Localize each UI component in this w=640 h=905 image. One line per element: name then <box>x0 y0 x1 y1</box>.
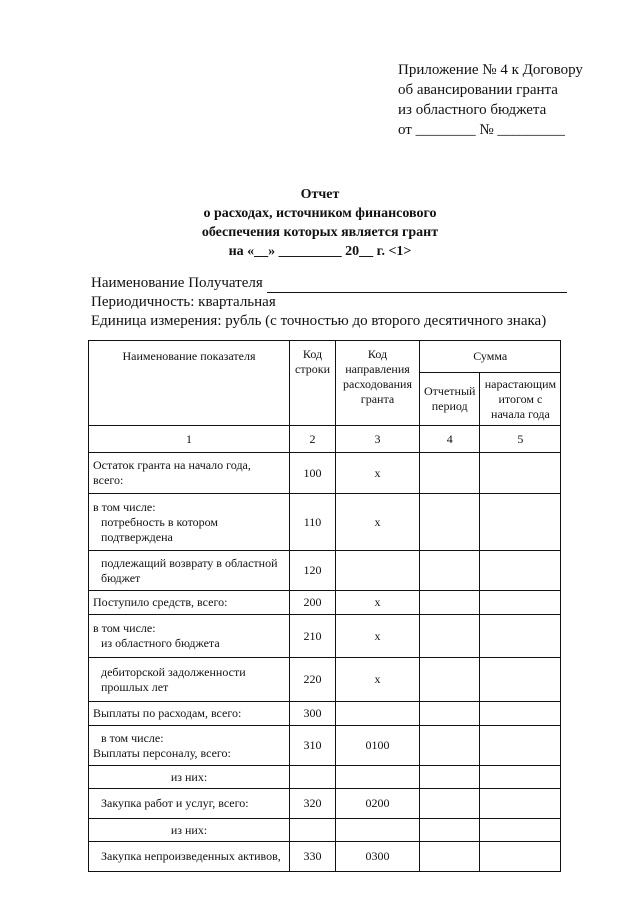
report-table <box>88 340 561 872</box>
row-code: 120 <box>290 551 336 591</box>
title-line-1: Отчет <box>300 187 340 202</box>
row-period-value[interactable] <box>420 453 480 494</box>
row-name-line: потребность в котором <box>101 514 219 529</box>
header-name: Наименование показателя <box>89 341 290 426</box>
row-name-line: Закупка непроизведенных активов, <box>101 849 281 863</box>
row-direction <box>336 702 420 726</box>
row-name <box>89 658 290 702</box>
row-name-line: в том числе: <box>93 621 156 635</box>
table-row <box>89 658 561 702</box>
header-cumulative: нарастающим итогом с начала года <box>480 373 561 426</box>
row-name <box>89 551 290 591</box>
row-direction <box>336 819 420 842</box>
row-name <box>89 702 290 726</box>
appendix-line-1: Приложение № 4 к Договору <box>398 62 583 78</box>
row-name <box>89 615 290 658</box>
row-name-line: из областного бюджета <box>101 636 220 650</box>
row-direction: 0200 <box>336 789 420 819</box>
row-code <box>290 819 336 842</box>
row-name <box>89 591 290 615</box>
row-name-line: Остаток гранта на начало года, <box>93 458 251 472</box>
row-name <box>89 789 290 819</box>
row-code <box>290 766 336 789</box>
row-code: 220 <box>290 658 336 702</box>
row-name-line: Закупка работ и услуг, всего: <box>101 796 249 810</box>
row-cumulative-value[interactable] <box>480 819 561 842</box>
row-code: 310 <box>290 726 336 766</box>
row-period-value[interactable] <box>420 658 480 702</box>
row-name-line: из них: <box>170 769 208 784</box>
row-name-line: прошлых лет <box>101 679 169 694</box>
col-num-4: 4 <box>420 426 480 453</box>
header-row-1 <box>89 341 561 373</box>
row-cumulative-value[interactable] <box>480 789 561 819</box>
header-period: Отчетный период <box>420 373 480 426</box>
row-name <box>89 453 290 494</box>
table-row <box>89 766 561 789</box>
row-direction: x <box>336 453 420 494</box>
header-direction: Код направления расходования гранта <box>336 341 420 426</box>
col-num-2: 2 <box>290 426 336 453</box>
header-code: Код строки <box>290 341 336 426</box>
row-name-line: бюджет <box>101 570 141 585</box>
row-code: 110 <box>290 494 336 551</box>
row-name-line: подлежащий возврату в областной <box>101 555 278 570</box>
row-direction: 0100 <box>336 726 420 766</box>
row-name-line: дебиторской задолженности <box>101 664 246 679</box>
row-cumulative-value[interactable] <box>480 615 561 658</box>
row-code: 300 <box>290 702 336 726</box>
row-code: 210 <box>290 615 336 658</box>
title-line-3: обеспечения которых является грант <box>201 225 439 240</box>
row-direction <box>336 766 420 789</box>
column-number-row <box>89 426 561 453</box>
table-row <box>89 615 561 658</box>
row-name-line: в том числе: <box>93 499 156 514</box>
row-name-line: из них: <box>170 822 208 837</box>
row-period-value[interactable] <box>420 766 480 789</box>
recipient-label: Наименование Получателя <box>91 275 263 291</box>
row-cumulative-value[interactable] <box>480 494 561 551</box>
row-period-value[interactable] <box>420 494 480 551</box>
row-code: 330 <box>290 842 336 872</box>
row-name <box>89 494 290 551</box>
row-direction: x <box>336 615 420 658</box>
row-cumulative-value[interactable] <box>480 766 561 789</box>
title-line-2: о расходах, источником финансового <box>203 206 437 221</box>
row-name-line: Выплаты по расходам, всего: <box>93 706 242 720</box>
row-name-line: в том числе: <box>101 730 164 745</box>
row-code: 200 <box>290 591 336 615</box>
row-direction: x <box>336 591 420 615</box>
table-row <box>89 453 561 494</box>
row-period-value[interactable] <box>420 591 480 615</box>
recipient-line <box>91 274 611 293</box>
row-name-line: подтверждена <box>101 529 173 544</box>
row-period-value[interactable] <box>420 615 480 658</box>
table-row <box>89 819 561 842</box>
row-cumulative-value[interactable] <box>480 658 561 702</box>
appendix-line-4: от ________ № _________ <box>398 122 565 138</box>
col-num-3: 3 <box>336 426 420 453</box>
table-row <box>89 789 561 819</box>
row-direction: x <box>336 658 420 702</box>
periodicity-line: Периодичность: квартальная <box>91 294 276 310</box>
row-direction: 0300 <box>336 842 420 872</box>
row-cumulative-value[interactable] <box>480 453 561 494</box>
row-code: 320 <box>290 789 336 819</box>
row-name-line: Поступило средств, всего: <box>93 595 228 609</box>
row-cumulative-value[interactable] <box>480 702 561 726</box>
row-name <box>89 819 290 842</box>
row-period-value[interactable] <box>420 726 480 766</box>
row-name-line: всего: <box>93 473 124 487</box>
row-name <box>89 766 290 789</box>
row-name <box>89 842 290 872</box>
row-cumulative-value[interactable] <box>480 842 561 872</box>
row-period-value[interactable] <box>420 819 480 842</box>
row-period-value[interactable] <box>420 702 480 726</box>
row-cumulative-value[interactable] <box>480 591 561 615</box>
recipient-blank <box>267 278 567 293</box>
table-row <box>89 726 561 766</box>
table-row <box>89 702 561 726</box>
row-cumulative-value[interactable] <box>480 551 561 591</box>
title-line-4: на «__» _________ 20__ г. <1> <box>228 244 412 259</box>
row-cumulative-value[interactable] <box>480 726 561 766</box>
table-row <box>89 494 561 551</box>
unit-line: Единица измерения: рубль (с точностью до второго десятичного знака) <box>91 313 547 329</box>
col-num-5: 5 <box>480 426 561 453</box>
row-direction <box>336 551 420 591</box>
row-period-value[interactable] <box>420 789 480 819</box>
row-direction: x <box>336 494 420 551</box>
appendix-line-2: об авансировании гранта <box>398 82 558 98</box>
row-name-line: Выплаты персоналу, всего: <box>93 745 231 760</box>
table-row <box>89 551 561 591</box>
report-title <box>0 185 640 261</box>
appendix-block <box>398 60 630 140</box>
row-period-value[interactable] <box>420 842 480 872</box>
table-row <box>89 591 561 615</box>
appendix-line-3: из областного бюджета <box>398 102 547 118</box>
header-sum: Сумма <box>420 341 561 373</box>
table-row <box>89 842 561 872</box>
row-period-value[interactable] <box>420 551 480 591</box>
report-meta <box>91 274 611 331</box>
row-name <box>89 726 290 766</box>
col-num-1: 1 <box>89 426 290 453</box>
row-code: 100 <box>290 453 336 494</box>
